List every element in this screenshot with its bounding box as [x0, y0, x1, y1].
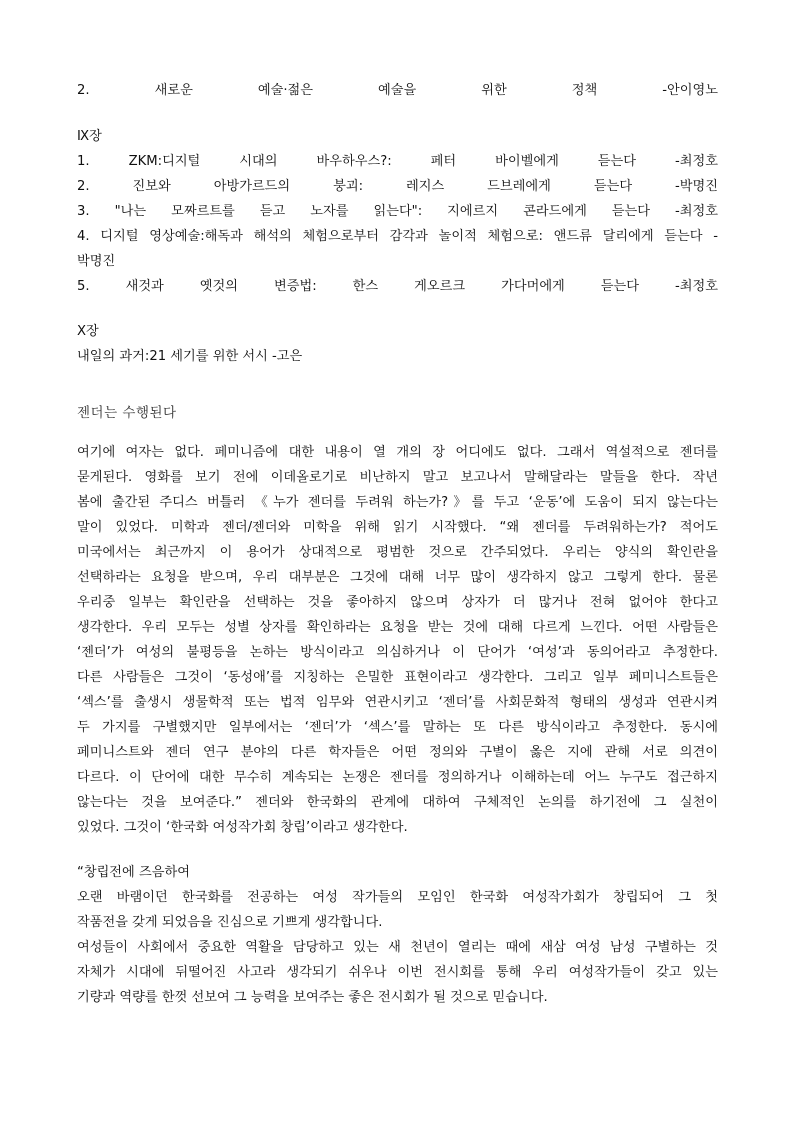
- body-line-8: 생각한다. 우리 모두는 성별 상자를 확인하라는 요청을 받는 것에 대해 다르게 느낀다. 어떤 사람들은: [77, 620, 718, 635]
- quote-line-4: 자체가 시대에 뒤떨어진 사고라 생각되기 쉬우나 이번 전시회를 통해 우리 여성작가들이 갖고 있는: [77, 965, 718, 980]
- chapter10-item: 내일의 과거:21 세기를 위한 서시 -고은: [77, 349, 303, 364]
- chapter8-item-2: 2. 새로운 예술·젊은 예술을 위한 정책 -안이영노: [77, 83, 718, 98]
- body-line-7: 우리중 일부는 확인란을 선택하는 것을 좋아하지 않으며 상자가 더 많거나 전혀 없어야 한다고: [77, 595, 718, 610]
- chapter9-item-2: 2. 진보와 아방가르드의 붕괴: 레지스 드브레에게 듣는다 -박명진: [77, 179, 718, 194]
- body-line-1: 여기에 여자는 없다. 페미니즘에 대한 내용이 열 개의 장 어디에도 없다. 그래서 역설적으로 젠더를: [77, 445, 718, 460]
- chapter9-item-4-continued: 박명진: [77, 254, 116, 269]
- chapter10-heading: Ⅹ장: [77, 324, 99, 339]
- body-line-5: 미국에서는 최근까지 이 용어가 상대적으로 평범한 것으로 간주되었다. 우리는 양식의 확인란을: [77, 545, 718, 560]
- body-line-4: 말이 있었다. 미학과 젠더/젠더와 미학을 위해 읽기 시작했다. “왜 젠더를 두려워하는가? 적어도: [77, 520, 718, 535]
- chapter9-item-1: 1. ZKM:디지털 시대의 바우하우스?: 페터 바이벨에게 듣는다 -최정호: [77, 154, 718, 169]
- chapter9-heading: Ⅸ장: [77, 129, 102, 144]
- body-line-2: 묻게된다. 영화를 보기 전에 이데올로기로 비난하지 말고 보고나서 말해달라는 말들을 한다. 작년: [77, 470, 718, 485]
- section-title: 젠더는 수행된다: [77, 405, 177, 421]
- quote-line-5: 기량과 역량를 한껏 선보여 그 능력을 보여주는 좋은 전시회가 될 것으로 믿습니다.: [77, 990, 548, 1005]
- quote-line-1: 오랜 바램이던 한국화를 전공하는 여성 작가들의 모임인 한국화 여성작가회가 창립되어 그 첫: [77, 890, 718, 905]
- body-line-3: 봄에 출간된 주디스 버틀러 《누가 젠더를 두려워 하는가?》를 두고 ‘운동’에 도움이 되지 않는다는: [77, 495, 718, 510]
- body-line-10: 다른 사람들은 그것이 ‘동성애’를 지칭하는 은밀한 표현이라고 생각한다. 그리고 일부 페미니스트들은: [77, 670, 718, 685]
- body-line-16: 있었다. 그것이 ‘한국화 여성작가회 창립’이라고 생각한다.: [77, 820, 408, 835]
- body-line-6: 선택하라는 요청을 받으며, 우리 대부분은 그것에 대해 너무 많이 생각하지 않고 그렇게 한다. 물론: [77, 570, 718, 585]
- quote-line-3: 여성들이 사회에서 중요한 역활을 담당하고 있는 새 천년이 열리는 때에 새삼 여성 남성 구별하는 것: [77, 940, 718, 955]
- body-line-9: ‘젠더’가 여성의 불평등을 논하는 방식이라고 의심하거나 이 단어가 ‘여성’과 동의어라고 추정한다.: [77, 645, 718, 660]
- chapter9-item-3: 3. "나는 모짜르트를 듣고 노자를 읽는다": 지에르지 콘라드에게 듣는다 -최정호: [77, 204, 718, 219]
- body-line-12: 두 가지를 구별했지만 일부에서는 ‘젠더’가 ‘섹스’를 말하는 또 다른 방식이라고 추정한다. 동시에: [77, 720, 718, 735]
- chapter9-item-4: 4. 디지털 영상예술:해독과 해석의 체험으로부터 감각과 놀이적 체험으로: 앤드류 달리에게 듣는다 -: [77, 229, 718, 244]
- body-line-15: 않는다는 것을 보여준다.” 젠더와 한국화의 관계에 대하여 구체적인 논의를 하기전에 그 실천이: [77, 795, 719, 810]
- chapter9-item-5: 5. 새것과 옛것의 변증법: 한스 게오르크 가다머에게 듣는다 -최정호: [77, 279, 718, 294]
- body-line-11: ‘섹스’를 출생시 생물학적 또는 법적 임무와 연관시키고 ‘젠더’를 사회문화적 형태의 생성과 연관시켜: [77, 695, 718, 710]
- quote-line-2: 작품전을 갖게 되었음을 진심으로 기쁘게 생각합니다.: [77, 915, 383, 930]
- body-line-14: 다르다. 이 단어에 대한 무수히 계속되는 논쟁은 젠더를 정의하거나 이해하는데 어느 누구도 접근하지: [77, 770, 718, 785]
- quote-title: “창립전에 즈음하여: [77, 865, 190, 880]
- body-line-13: 페미니스트와 젠더 연구 분야의 다른 학자들은 어떤 정의와 구별이 옳은 지에 관해 서로 의견이: [77, 745, 718, 760]
